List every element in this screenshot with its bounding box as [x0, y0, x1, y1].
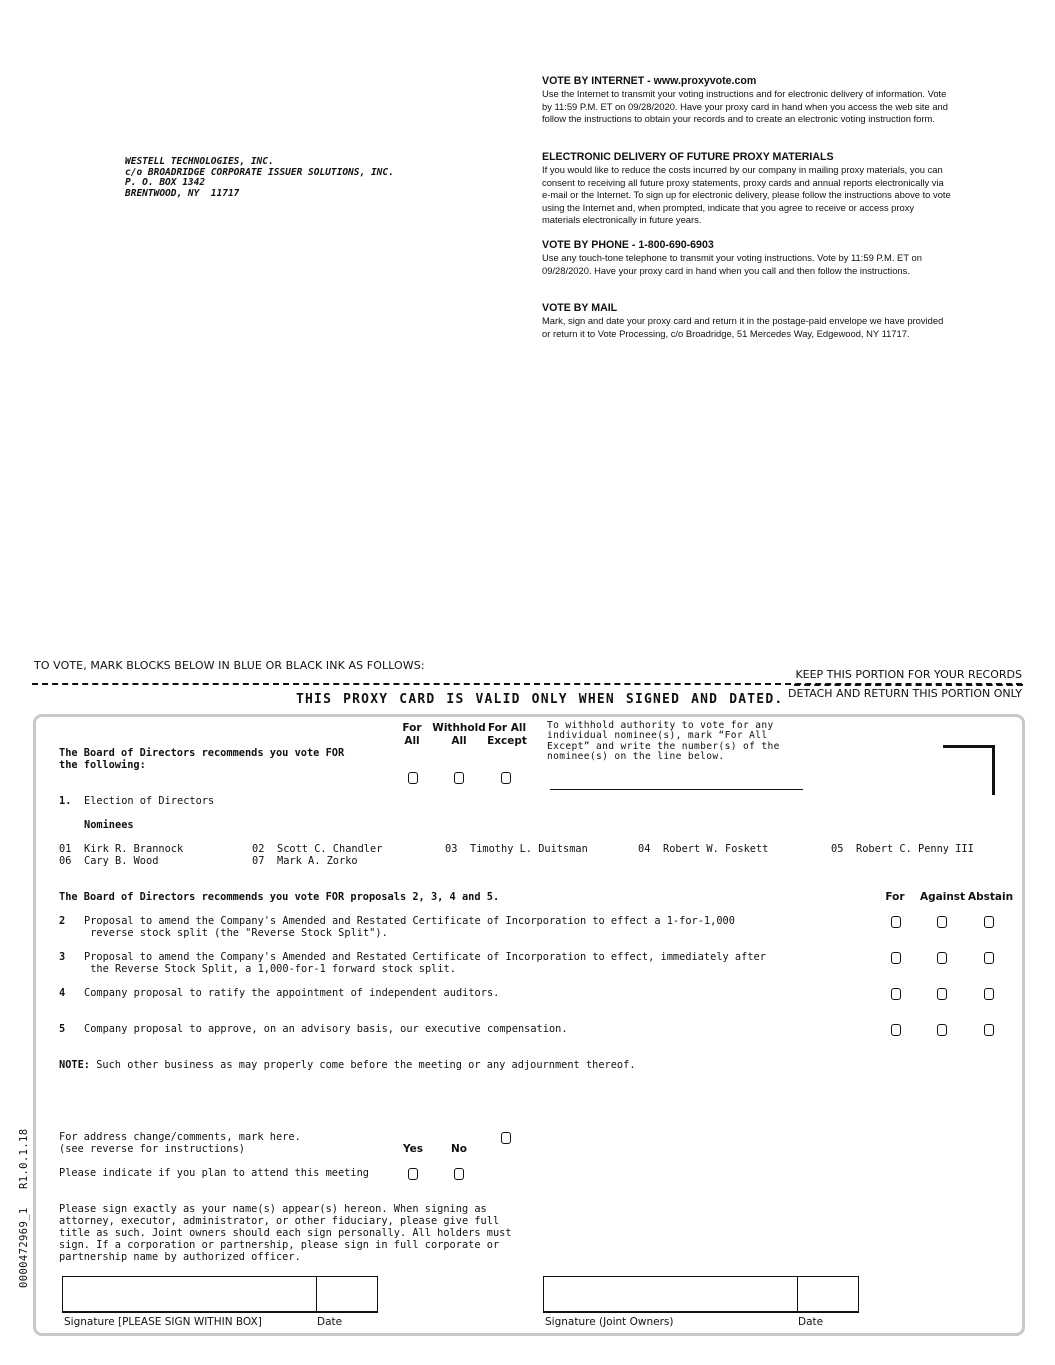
- nominee-num-01: 01: [59, 843, 72, 855]
- proposal-2-against-checkbox[interactable]: [937, 916, 947, 928]
- proposal-5-for-checkbox[interactable]: [891, 1024, 901, 1036]
- address-line-2: c/o BROADRIDGE CORPORATE ISSUER SOLUTIONS, INC.: [125, 166, 394, 178]
- proposal-3-text: Proposal to amend the Company's Amended and Restated Certificate of Incorporation to effect, immediately after the Reverse Stock Split, a 1,000-for-1 forward stock split.: [84, 951, 766, 975]
- proposal-2-number: 2: [59, 915, 66, 927]
- item-number-1: 1.: [59, 795, 72, 807]
- note-line: [59, 1059, 636, 1071]
- attend-meeting-label: Please indicate if you plan to attend this meeting: [59, 1167, 369, 1179]
- proposal-5-abstain-checkbox[interactable]: [984, 1024, 994, 1036]
- note-label: NOTE:: [59, 1059, 90, 1071]
- proposal-3-number: 3: [59, 951, 66, 963]
- col-header-abstain: Abstain: [968, 891, 1014, 903]
- vote-by-mail-body: Mark, sign and date your proxy card and return it in the postage-paid envelope we have provided or return it to Vote Processing, c/o Broadridge, 51 Mercedes Way, Edgewood, NY 11717.: [542, 315, 944, 339]
- mailing-address: [125, 157, 394, 199]
- board-recommends-proposals: The Board of Directors recommends you vote FOR proposals 2, 3, 4 and 5.: [59, 891, 500, 903]
- proposal-2-for-checkbox[interactable]: [891, 916, 901, 928]
- nominee-name-06: Cary B. Wood: [84, 855, 159, 867]
- withhold-instructions: To withhold authority to vote for any individual nominee(s), mark “For All Except” and write the number(s) of the nominee(s) on the line below.: [547, 720, 780, 763]
- address-line-1: WESTELL TECHNOLOGIES, INC.: [125, 156, 274, 167]
- proposal-4-text: Company proposal to ratify the appointment of independent auditors.: [84, 987, 500, 999]
- col-header-for: For: [885, 891, 905, 903]
- col-header-no: No: [450, 1143, 467, 1155]
- side-code-version: R1.0.1.18: [18, 1128, 30, 1189]
- nominee-name-07: Mark A. Zorko: [277, 855, 358, 867]
- vote-by-mail-title: VOTE BY MAIL: [542, 302, 618, 314]
- vote-by-internet-body: Use the Internet to transmit your voting instructions and for electronic delivery of information. Vote by 11:59 P.M. ET on 09/28/2020. Have your proxy card in hand when you access the web site and follow the instructions to obtain your records and to create an electronic voting instruction form.: [542, 88, 948, 125]
- election-of-directors-label: Election of Directors: [84, 795, 215, 807]
- attend-yes-checkbox[interactable]: [408, 1168, 418, 1180]
- proposal-5-against-checkbox[interactable]: [937, 1024, 947, 1036]
- nominee-number-write-line[interactable]: [550, 789, 803, 790]
- proposal-4-abstain-checkbox[interactable]: [984, 988, 994, 1000]
- for-all-except-checkbox[interactable]: [501, 772, 511, 784]
- nominee-name-01: Kirk R. Brannock: [84, 843, 184, 855]
- nominee-name-04: Robert W. Foskett: [663, 843, 769, 855]
- vote-instruction-text: TO VOTE, MARK BLOCKS BELOW IN BLUE OR BLACK INK AS FOLLOWS:: [34, 659, 425, 672]
- proposal-5-number: 5: [59, 1023, 66, 1035]
- proposal-5-text: Company proposal to approve, on an advisory basis, our executive compensation.: [84, 1023, 568, 1035]
- date-label: Date: [317, 1316, 343, 1328]
- proposal-4-number: 4: [59, 987, 66, 999]
- vote-by-internet-title: VOTE BY INTERNET - www.proxyvote.com: [542, 75, 757, 87]
- proposal-4-for-checkbox[interactable]: [891, 988, 901, 1000]
- vote-by-mail-section: [542, 302, 952, 340]
- nominee-num-06: 06: [59, 855, 72, 867]
- col-header-withhold-all: Withhold All: [432, 722, 486, 747]
- col-header-for-all-except: For All Except: [487, 722, 527, 747]
- electronic-delivery-section: [542, 151, 952, 226]
- proposal-3-for-checkbox[interactable]: [891, 952, 901, 964]
- signature-box[interactable]: [62, 1276, 317, 1313]
- vote-by-phone-section: [542, 239, 952, 277]
- keep-portion-label: KEEP THIS PORTION FOR YOUR RECORDS: [795, 668, 1022, 681]
- vote-by-internet-section: [542, 75, 952, 126]
- electronic-delivery-title: ELECTRONIC DELIVERY OF FUTURE PROXY MATERIALS: [542, 151, 834, 163]
- nominees-label: Nominees: [84, 819, 134, 831]
- nominee-num-02: 02: [252, 843, 265, 855]
- vote-by-phone-title: VOTE BY PHONE - 1-800-690-6903: [542, 239, 714, 251]
- nominee-num-03: 03: [445, 843, 458, 855]
- joint-date-box[interactable]: [797, 1276, 859, 1313]
- nominee-name-03: Timothy L. Duitsman: [470, 843, 588, 855]
- for-all-checkbox[interactable]: [408, 772, 418, 784]
- side-code-document-id: 0000472969_1: [18, 1207, 30, 1288]
- address-line-4: BRENTWOOD, NY 11717: [125, 187, 240, 199]
- note-text: Such other business as may properly come before the meeting or any adjournment thereof.: [90, 1059, 636, 1071]
- date-box[interactable]: [316, 1276, 378, 1313]
- address-change-checkbox[interactable]: [501, 1132, 511, 1144]
- vote-by-phone-body: Use any touch-tone telephone to transmit your voting instructions. Vote by 11:59 P.M. ET on 09/28/2020. Have your proxy card in hand when you call and then follow the instructions.: [542, 252, 922, 276]
- proposal-2-text: Proposal to amend the Company's Amended and Restated Certificate of Incorporation to effect a 1-for-1,000 reverse stock split (the "Reverse Stock Split").: [84, 915, 735, 939]
- proposal-4-against-checkbox[interactable]: [937, 988, 947, 1000]
- corner-registration-mark: [943, 745, 995, 795]
- address-line-3: P. O. BOX 1342: [125, 177, 206, 189]
- col-header-against: Against: [920, 891, 966, 903]
- proposal-3-against-checkbox[interactable]: [937, 952, 947, 964]
- address-change-label: For address change/comments, mark here. (see reverse for instructions): [59, 1131, 301, 1155]
- proxy-card-valid-notice: THIS PROXY CARD IS VALID ONLY WHEN SIGNED AND DATED.: [296, 692, 784, 707]
- nominee-name-05: Robert C. Penny III: [856, 843, 974, 855]
- keep-portion-dashed-line: [794, 684, 1023, 686]
- signing-instructions: Please sign exactly as your name(s) appear(s) hereon. When signing as attorney, executor, administrator, or other fiduciary, please give full title as such. Joint owners should each sign personally. All holders must sign. If a corporation or partnership, please sign in full corporate or partnership name by authorized officer.: [59, 1203, 512, 1263]
- proposal-3-abstain-checkbox[interactable]: [984, 952, 994, 964]
- attend-no-checkbox[interactable]: [454, 1168, 464, 1180]
- signature-label: Signature [PLEASE SIGN WITHIN BOX]: [64, 1316, 262, 1328]
- electronic-delivery-body: If you would like to reduce the costs incurred by our company in mailing proxy materials, you can consent to receiving all future proxy statements, proxy cards and annual reports electronically via e-mail or the Internet. To sign up for electronic delivery, please follow the instructions above to vote using the Internet and, when prompted, indicate that you agree to receive or access proxy materials electronically in future years.: [542, 164, 951, 226]
- joint-signature-box[interactable]: [543, 1276, 798, 1313]
- nominee-name-02: Scott C. Chandler: [277, 843, 383, 855]
- detach-return-label: DETACH AND RETURN THIS PORTION ONLY: [788, 687, 1022, 700]
- board-recommends-directors: The Board of Directors recommends you vote FOR the following:: [59, 747, 345, 771]
- col-header-yes: Yes: [402, 1143, 423, 1155]
- col-header-for-all: For All: [402, 722, 422, 747]
- withhold-all-checkbox[interactable]: [454, 772, 464, 784]
- joint-signature-label: Signature (Joint Owners): [545, 1316, 674, 1328]
- nominee-num-04: 04: [638, 843, 651, 855]
- joint-date-label: Date: [798, 1316, 824, 1328]
- proposal-2-abstain-checkbox[interactable]: [984, 916, 994, 928]
- nominee-num-07: 07: [252, 855, 265, 867]
- nominee-num-05: 05: [831, 843, 844, 855]
